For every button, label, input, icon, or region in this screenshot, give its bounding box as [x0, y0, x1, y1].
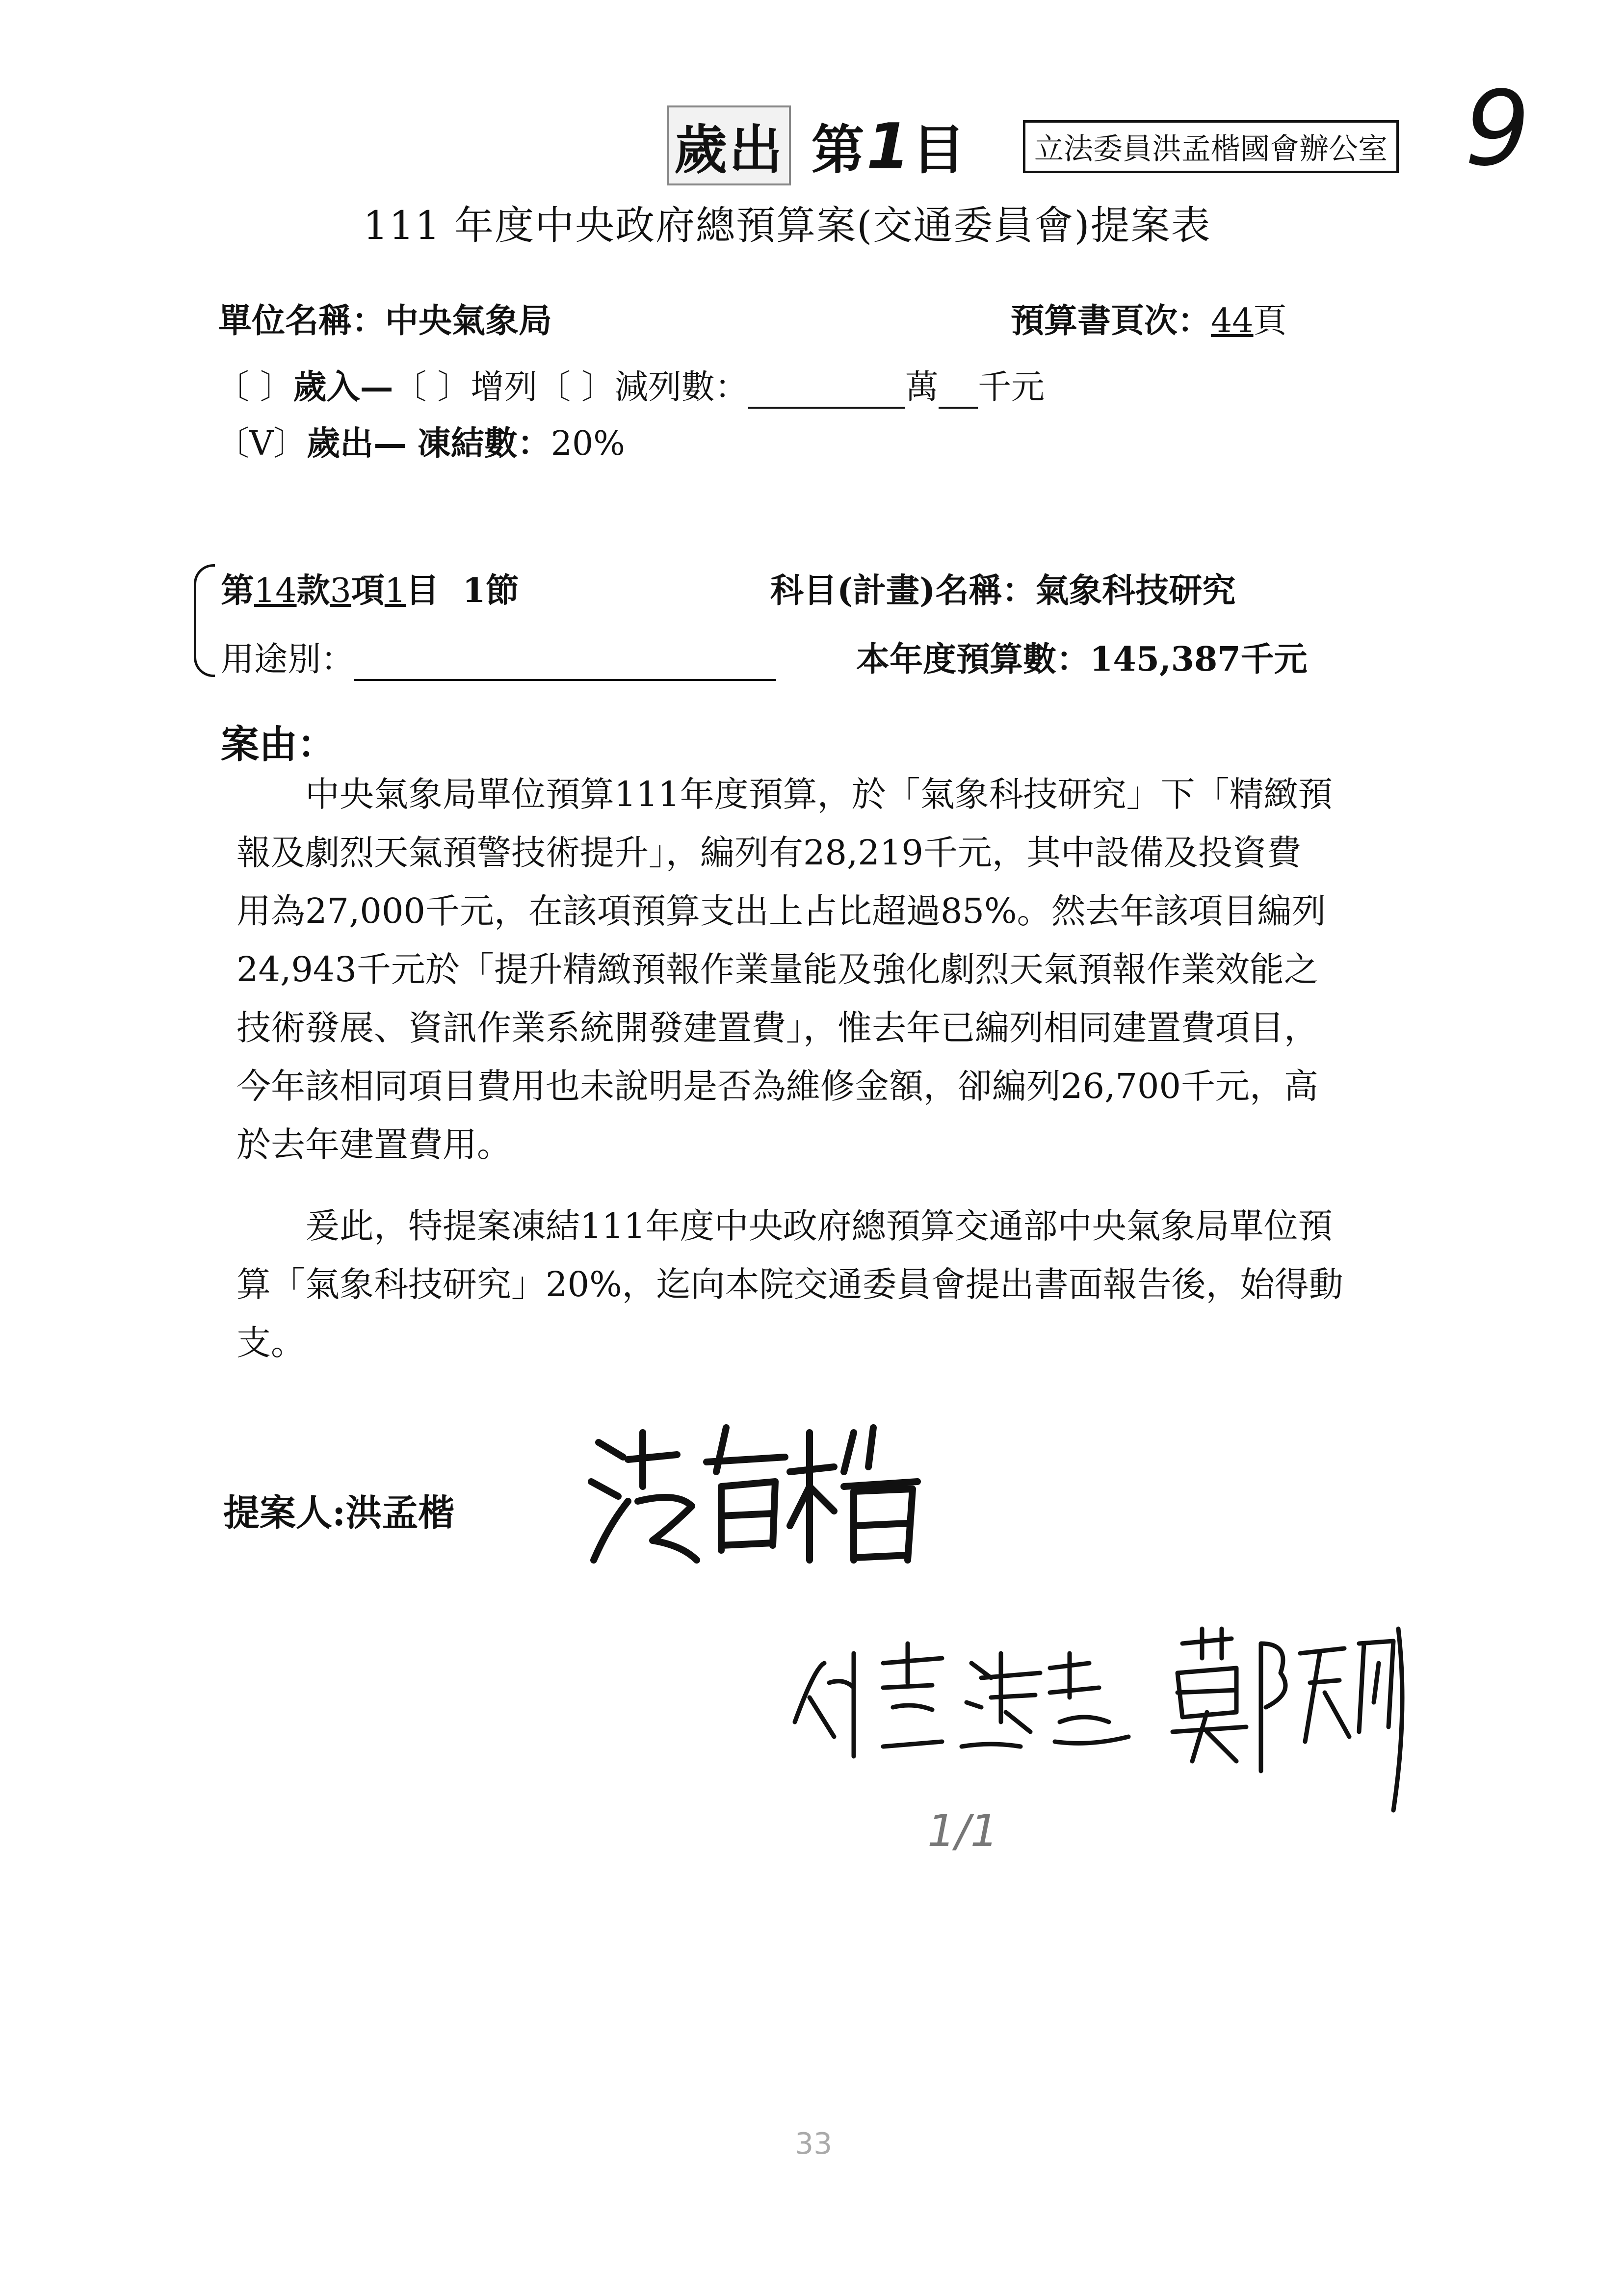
subject-label: 科目(計畫)名稱：: [770, 571, 1036, 610]
item-number: 1: [866, 110, 912, 183]
expense-label: 歲出—: [307, 424, 407, 463]
paragraph-line: 中央氣象局單位預算111年度預算，於「氣象科技研究」下「精緻預: [305, 774, 1333, 814]
unit-name: 中央氣象局: [385, 301, 552, 340]
usage-blank: [354, 640, 776, 681]
handwritten-page-mark: 9: [1465, 69, 1530, 189]
amount-row: [856, 633, 1308, 680]
usage-row: [221, 633, 776, 681]
subject-row: [770, 564, 1235, 612]
budget-item-row: [221, 564, 519, 612]
paragraph-line: 爰此，特提案凍結111年度中央政府總預算交通部中央氣象局單位預: [305, 1206, 1333, 1246]
xiang-label: 項: [351, 571, 385, 610]
xiang-value: 3: [330, 572, 351, 610]
page-suffix: 頁: [1253, 302, 1287, 340]
category-stamp: 歲出: [667, 105, 791, 185]
case-paragraph-2: [236, 1197, 1424, 1372]
page-value: 44: [1211, 302, 1254, 340]
cosigner-signature-2: [1163, 1614, 1438, 1820]
usage-label: 用途別：: [221, 640, 355, 679]
jie-label: 節: [485, 571, 519, 610]
paragraph-line: 今年該相同項目費用也未說明是否為維修金額，卻編列26,700千元，高: [236, 1066, 1318, 1106]
cosigner-signature-1: [785, 1624, 1158, 1771]
decrease-label: 減列數：: [614, 368, 748, 407]
subject-name: 氣象科技研究: [1035, 571, 1236, 610]
paragraph-line: 技術發展、資訊作業系統開發建置費」，惟去年已編列相同建置費項目，: [236, 1008, 1318, 1048]
revenue-row: [216, 361, 1045, 409]
paragraph-line: 支。: [236, 1323, 305, 1363]
amount-unit: 千元: [1240, 640, 1308, 679]
item-suffix: 目: [912, 119, 967, 181]
item-brace: [194, 564, 215, 677]
jie-value: 1: [462, 571, 486, 610]
revenue-label: 歲入—: [293, 367, 393, 407]
form-title: 111 年度中央政府總預算案(交通委員會)提案表: [363, 203, 1211, 248]
proposer-signature: [579, 1413, 952, 1575]
paragraph-line: 算「氣象科技研究」20%，迄向本院交通委員會提出書面報告後，始得動: [236, 1264, 1343, 1305]
freeze-label: 凍結數：: [417, 424, 551, 463]
unit-row: [218, 294, 552, 342]
paragraph-line: 於去年建置費用。: [236, 1124, 511, 1165]
handwritten-page-note: 1/1: [927, 1805, 998, 1857]
wan-blank: [939, 368, 978, 409]
category-heading: [667, 105, 967, 185]
paragraph-line: 24,943千元於「提升精緻預報作業量能及強化劇烈天氣預報作業效能之: [236, 949, 1318, 990]
kuan-value: 14: [254, 572, 297, 610]
amount-label: 本年度預算數：: [856, 640, 1090, 679]
expense-box: 〔V〕: [216, 424, 307, 463]
budget-page-row: [1011, 294, 1287, 342]
paragraph-line: 報及劇烈天氣預警技術提升」，編列有28,219千元，其中設備及投資費: [236, 833, 1301, 873]
item-prefix: 第: [811, 119, 866, 181]
office-label: 立法委員洪孟楷國會辦公室: [1023, 120, 1399, 173]
paragraph-line: 用為27,000千元，在該項預算支出上占比超過85%。然去年該項目編列: [236, 891, 1326, 931]
case-paragraph-1: [236, 765, 1424, 1174]
page-label: 預算書頁次：: [1011, 301, 1211, 340]
increase-box: 〔 〕: [393, 368, 471, 407]
kuan-label: 款: [296, 571, 330, 610]
kuan-prefix: 第: [221, 571, 255, 610]
revenue-box: 〔 〕: [216, 368, 293, 407]
mu-value: 1: [384, 572, 406, 610]
freeze-value: 20%: [550, 424, 625, 463]
case-heading: 案由：: [221, 722, 336, 767]
unit-label: 單位名稱：: [218, 301, 386, 340]
qianyuan-label: 千元: [977, 368, 1045, 407]
mu-label: 目: [406, 571, 440, 610]
decrease-blank: [748, 368, 905, 409]
increase-label: 增列: [471, 368, 538, 407]
page-number: 33: [795, 2127, 833, 2161]
decrease-box: 〔 〕: [537, 368, 615, 407]
expense-row: [216, 417, 625, 465]
amount-value: 145,387: [1090, 640, 1241, 679]
wan-label: 萬: [905, 368, 939, 407]
proposer-label: 提案人:洪孟楷: [223, 1492, 455, 1534]
